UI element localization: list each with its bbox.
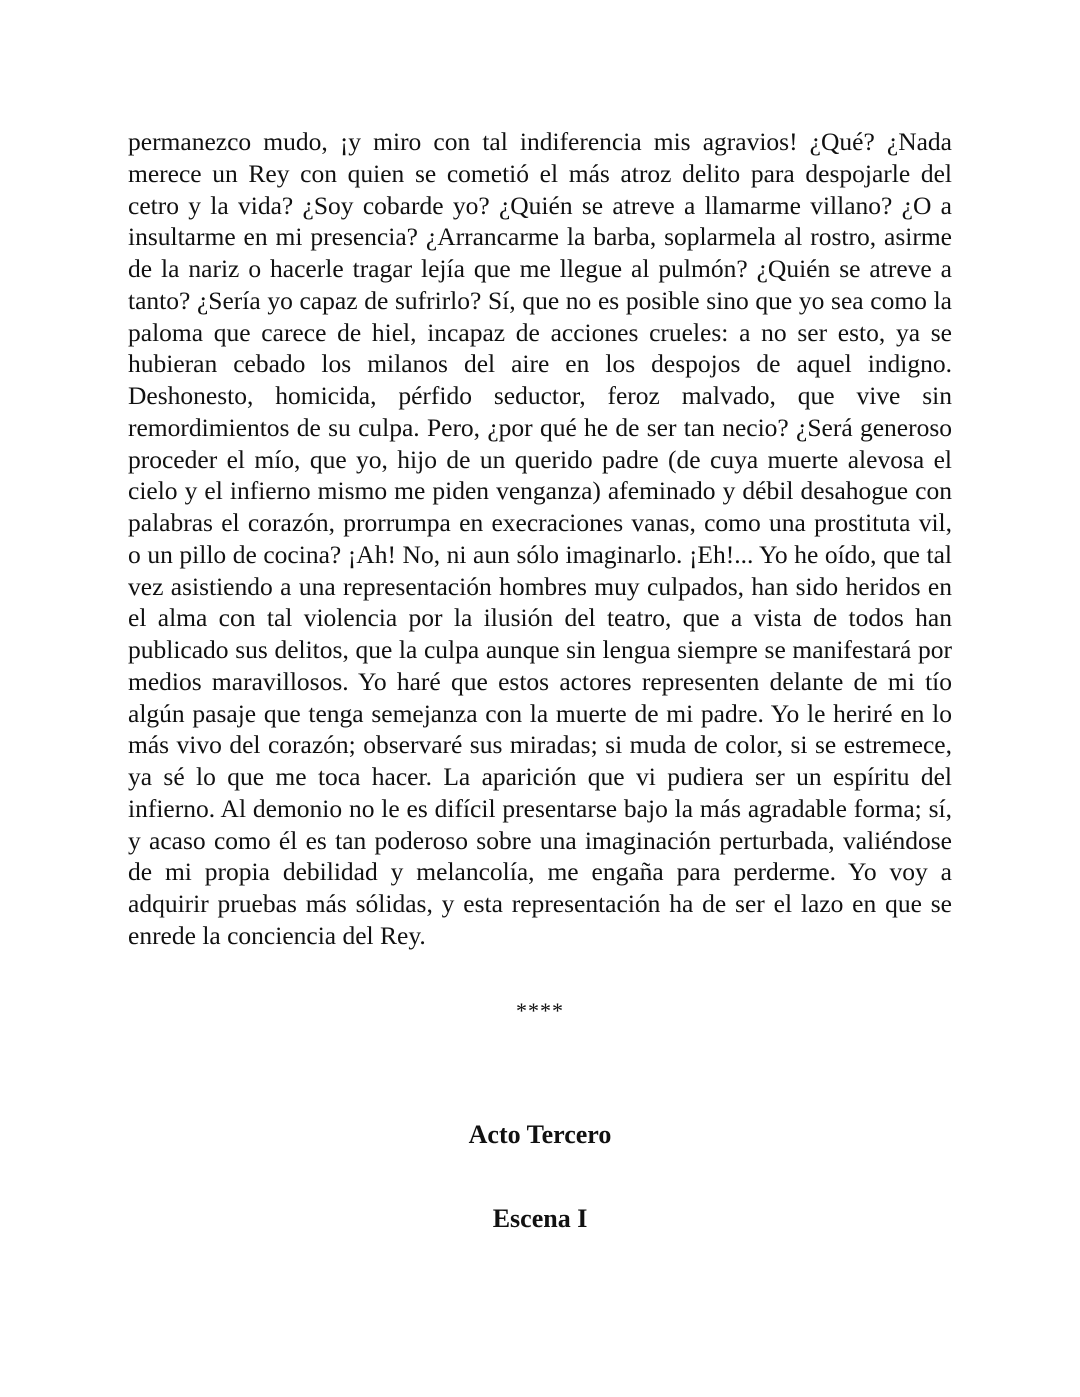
scene-heading: Escena I [492,1204,588,1233]
section-separator: **** [516,998,564,1023]
act-heading: Acto Tercero [468,1120,612,1149]
body-paragraph: permanezco mudo, ¡y miro con tal indiferencia mis agravios! ¿Qué? ¿Nada merece un Rey con quien se cometió el más atroz delito para despojarle del cetro y la vida? ¿Soy cobarde yo? ¿Quién se atreve a llamarme villano? ¿O a insultarme en mi presencia? ¿Arrancarme la barba, soplarmela al rostro, asirme de la nariz o hacerle tragar lejía que me llegue al pulmón? ¿Quién se atreve a tanto? ¿Sería yo capaz de sufrirlo? Sí, que no es posible sino que yo sea como la paloma que carece de hiel, incapaz de acciones crueles: a no ser esto, ya se hubieran cebado los milanos del aire en los despojos de aquel indigno. Deshonesto, homicida, pérfido seductor, feroz malvado, que vive sin remordimientos de su culpa. Pero, ¿por qué he de ser tan necio? ¿Será generoso proceder el mío, que yo, hijo de un querido padre (de cuya muerte alevosa el cielo y el infierno mismo me piden venganza) afeminado y débil desahogue con palabras el corazón, prorrumpa en execraciones vanas, como una prostituta vil, o un pillo de cocina? ¡Ah! No, ni aun sólo imaginarlo. ¡Eh!... Yo he oído, que tal vez asistiendo a una representación hombres muy culpados, han sido heridos en el alma con tal violencia por la ilusión del teatro, que a vista de todos han publicado sus delitos, que la culpa aunque sin lengua siempre se manifestará por medios maravillosos. Yo haré que estos actores representen delante de mi tío algún pasaje que tenga semejanza con la muerte de mi padre. Yo le heriré en lo más vivo del corazón; observaré sus miradas; si muda de color, si se estremece, ya sé lo que me toca hacer. La aparición que vi pudiera ser un espíritu del infierno. Al demonio no le es difícil presentarse bajo la más agradable forma; sí, y acaso como él es tan poderoso sobre una imaginación perturbada, valiéndose de mi propia debilidad y melancolía, me engaña para perderme. Yo voy a adquirir pruebas más sólidas, y esta representación ha de ser el lazo en que se enrede la conciencia del Rey. [128,127,952,950]
